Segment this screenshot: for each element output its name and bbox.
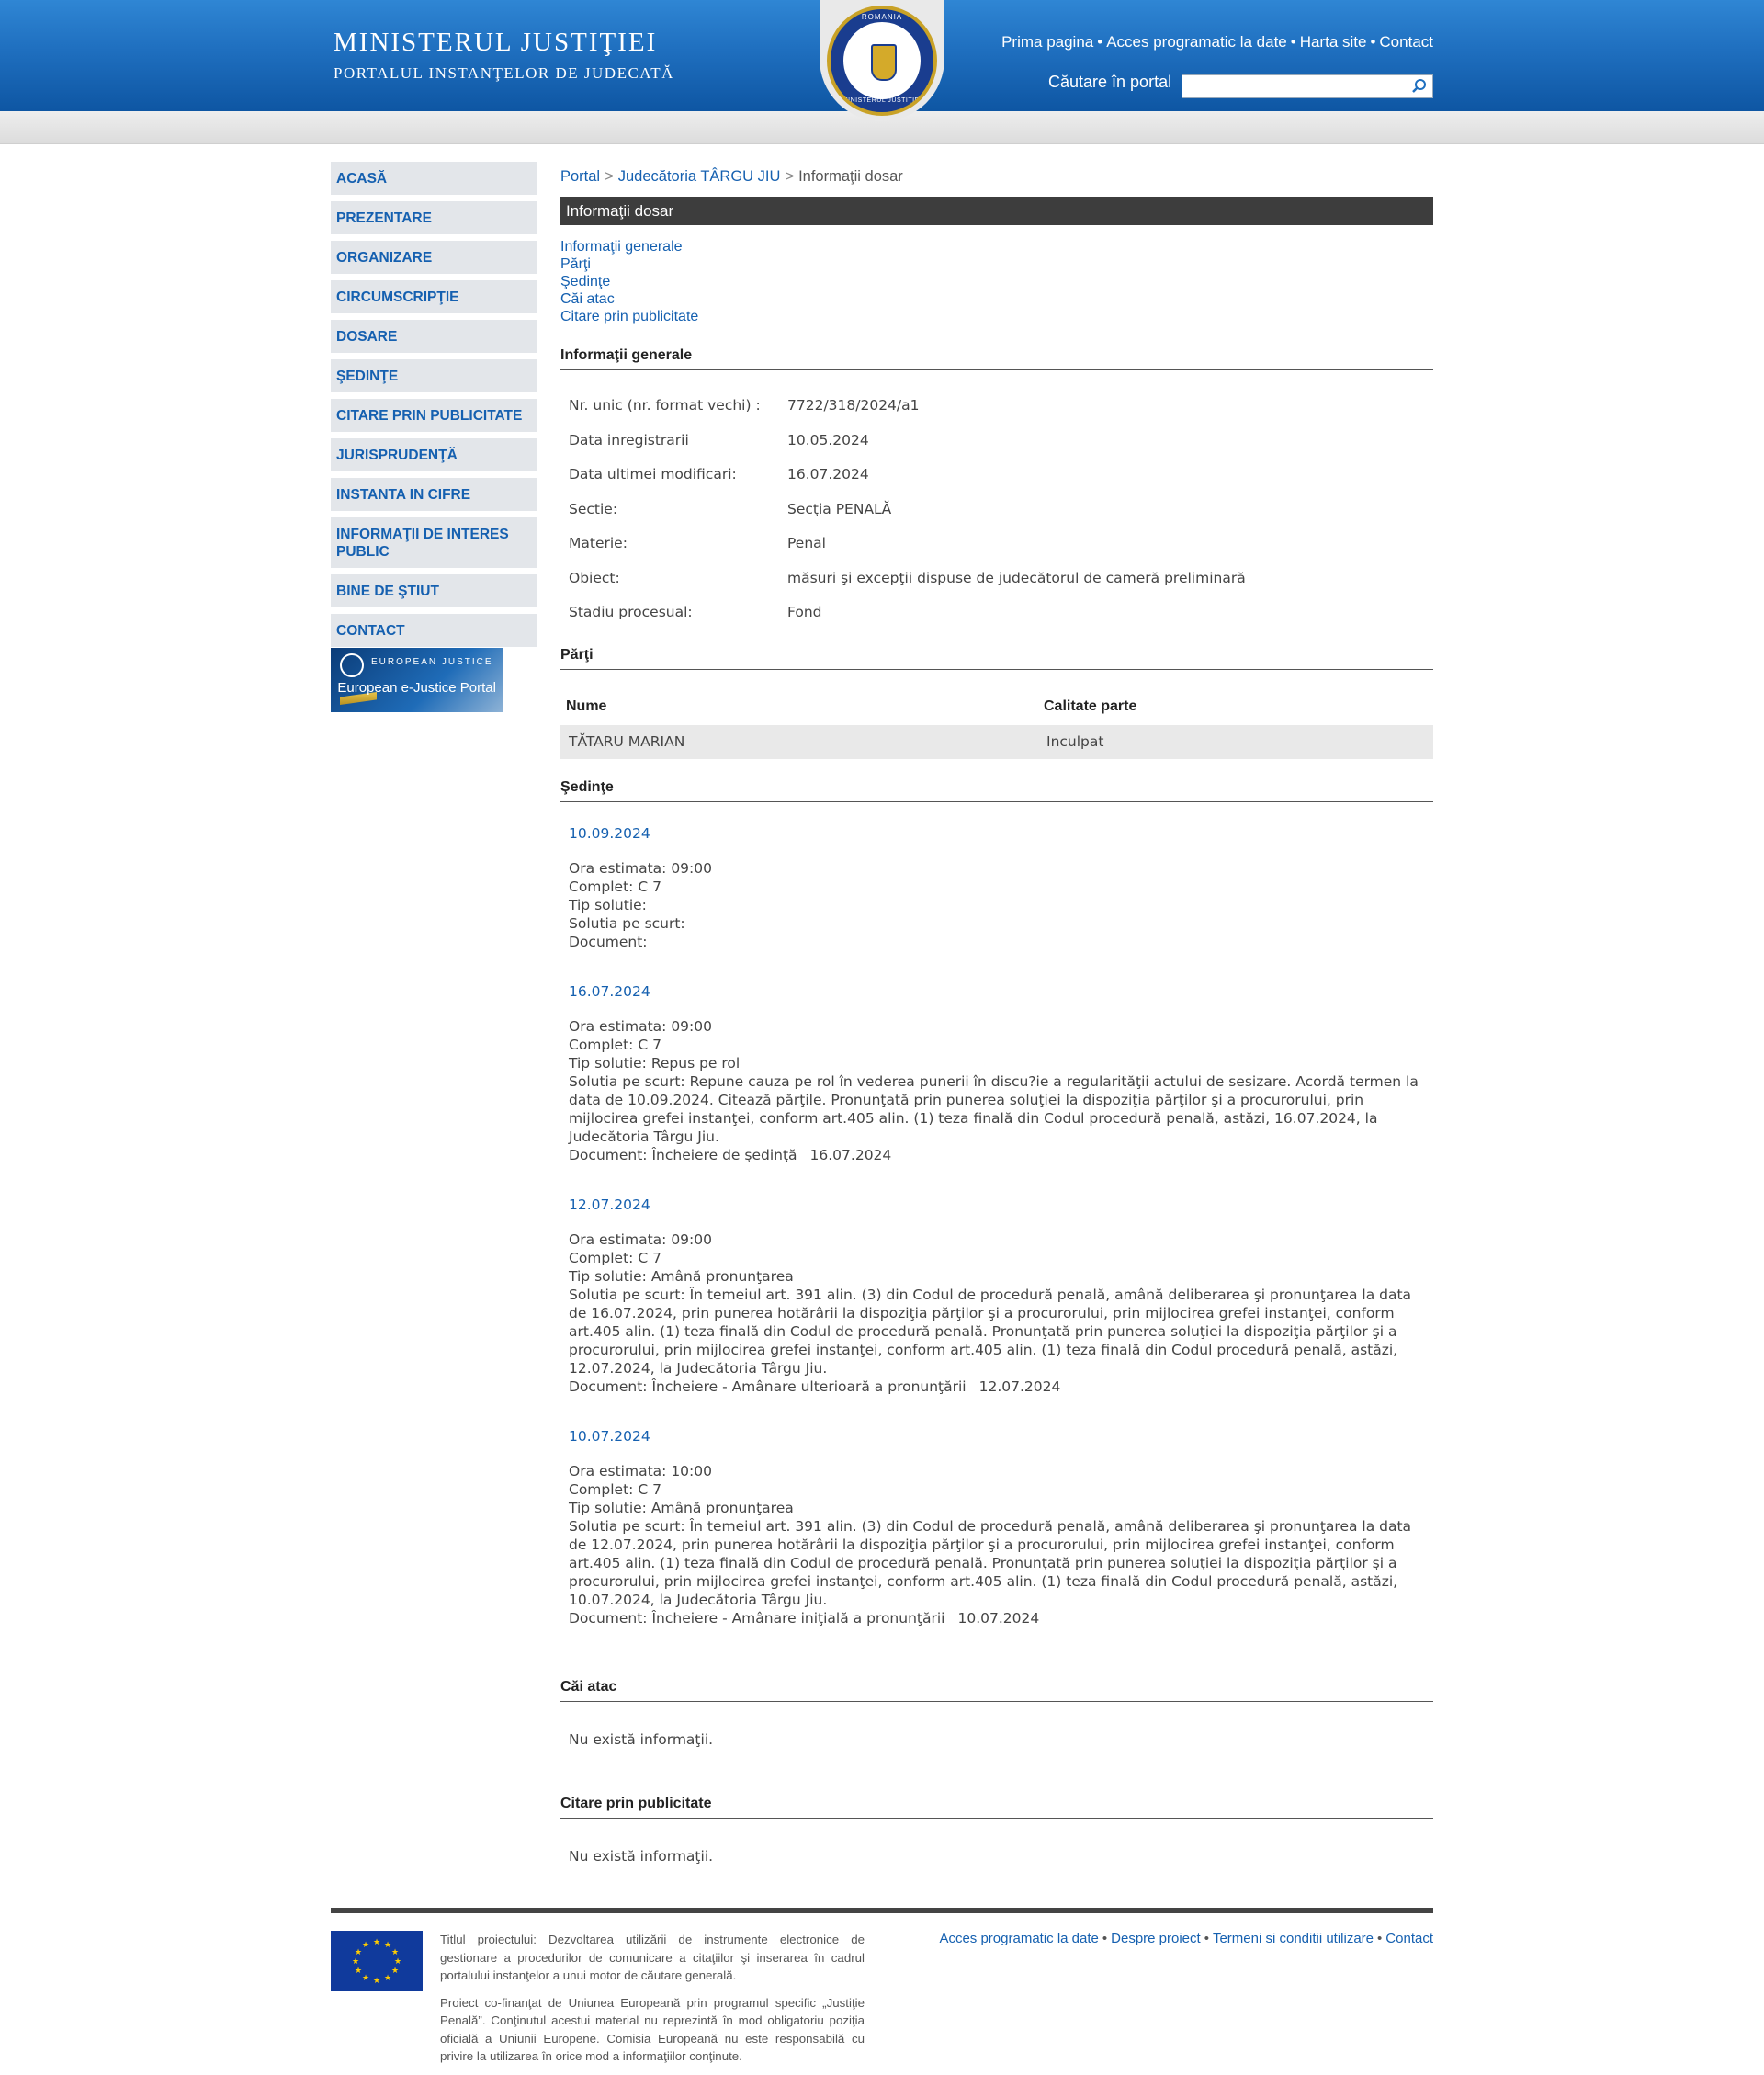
hearing-time: Ora estimata: 09:00 [569,859,712,877]
search-label: Căutare în portal [1048,73,1172,91]
info-row [560,389,1433,424]
sidebar [331,162,537,653]
footer-project-title: Titlul proiectului: Dezvoltarea utilizării de instrumente electronice de gestionare a procedurilor de comunicare a citaţiilor şi inserarea în cadrul portalului instanţelor a unui motor de căutare generală. [440,1933,865,1982]
info-value: Penal [787,535,826,551]
col-header-role: Calitate parte [1044,697,1137,714]
breadcrumb-current: Informaţii dosar [798,168,903,185]
info-value: Fond [787,604,822,620]
section-heading-citare: Citare prin publicitate [560,1796,1433,1819]
star-icon: ★ [391,1966,400,1975]
hearing-time: Ora estimata: 09:00 [569,1230,712,1248]
breadcrumb-sep: > [785,168,795,185]
section-heading-general: Informaţii generale [560,347,1433,370]
star-icon: ★ [352,1956,360,1966]
info-value: măsuri şi excepţii dispuse de judecătorul de cameră preliminară [787,569,1246,586]
document-date: 10.07.2024 [957,1609,1040,1627]
shield-icon [871,44,897,81]
ejustice-logo-icon [340,653,364,677]
section-anchors [560,238,1433,325]
search-input[interactable] [1182,74,1433,98]
document-label: Document: Încheiere de şedinţă [569,1146,797,1163]
col-header-name: Nume [566,697,607,714]
separator: • [1102,1931,1108,1946]
section-heading-cai-atac: Căi atac [560,1679,1433,1702]
top-link-home[interactable]: Prima pagina [1001,33,1094,51]
star-icon: ★ [362,1940,370,1949]
hearing-panel: Complet: C 7 [569,1249,662,1266]
hearing-document [569,1146,1433,1164]
separator: • [1097,33,1103,51]
breadcrumb-court[interactable]: Judecătoria TÂRGU JIU [617,168,781,185]
main-content [560,162,1433,1865]
star-icon: ★ [355,1947,363,1956]
star-icon: ★ [391,1947,400,1956]
emblem-text-bottom: MINISTERUL JUSTIŢIEI [842,97,922,104]
hearing-details [569,859,1433,951]
top-link-sitemap[interactable]: Harta site [1299,33,1367,51]
hearing-solution-type: Tip solutie: Amână pronunţarea [569,1499,794,1516]
section-heading-sedinte: Şedinţe [560,779,1433,802]
cai-atac-empty: Nu există informaţii. [569,1730,714,1748]
star-icon: ★ [362,1973,370,1982]
hearing-date: 10.07.2024 [569,1427,650,1445]
document-label: Document: Încheiere - Amânare ulterioară a pronunţării [569,1378,967,1395]
sidebar-item-interes-public[interactable]: INFORMAŢII DE INTERES PUBLIC [331,517,537,569]
sidebar-item-jurisprudenta[interactable]: JURISPRUDENŢĂ [331,438,537,472]
sidebar-item-bine-de-stiut[interactable]: BINE DE ŞTIUT [331,574,537,608]
coat-of-arms-icon[interactable] [827,6,937,116]
hearing-details [569,1230,1433,1396]
star-icon: ★ [384,1973,392,1982]
general-info-table [560,389,1433,630]
top-nav [1001,33,1433,51]
hearing-solution-type: Tip solutie: Amână pronunţarea [569,1267,794,1285]
ejustice-banner-top: EUROPEAN JUSTICE [371,657,493,667]
parti-table-header [560,688,1433,725]
hearing-date: 10.09.2024 [569,824,650,842]
info-key: Data ultimei modificari: [569,466,737,482]
hearing-date: 12.07.2024 [569,1196,650,1213]
emblem-inner [843,22,921,99]
info-row [560,561,1433,596]
footer-cofinance: Proiect co-finanţat de Uniunea Europeană prin programul specific „Justiţie Penală”. Conţinutul acestui material nu reprezintă în mod obligatoriu poziţia oficială a Uniunii Europene. Comisia Europeană nu este responsabilă cu privire la utilizarea în orice mod a informaţiilor conţinute. [440,1995,865,2063]
party-name: TĂTARU MARIAN [569,732,685,750]
info-row [560,458,1433,493]
info-value: 10.05.2024 [787,431,869,448]
document-label: Document: [569,933,648,950]
hearing-details [569,1462,1433,1627]
top-link-api[interactable]: Acces programatic la date [1106,33,1287,51]
sidebar-item-dosare[interactable]: DOSARE [331,320,537,354]
separator: • [1370,33,1376,51]
citare-empty: Nu există informaţii. [569,1847,714,1865]
hearing-document [569,1609,1433,1627]
hearings-list [560,824,1433,1627]
site-subtitle[interactable]: PORTALUL INSTANŢELOR DE JUDECATĂ [334,64,674,82]
separator: • [1204,1931,1209,1946]
anchor-cai-atac[interactable]: Căi atac [560,291,615,307]
sidebar-item-organizare[interactable]: ORGANIZARE [331,241,537,275]
star-icon: ★ [394,1956,402,1966]
info-value: Secţia PENALĂ [787,500,892,517]
footer-link-contact[interactable]: Contact [1385,1931,1433,1946]
sidebar-item-circumscriptie[interactable]: CIRCUMSCRIPŢIE [331,280,537,314]
hearing-panel: Complet: C 7 [569,878,662,895]
footer-divider [331,1908,1433,1913]
hearing-solution-type: Tip solutie: [569,896,647,913]
star-icon: ★ [373,1937,381,1946]
hearing-solution-summary: Solutia pe scurt: În temeiul art. 391 alin. (3) din Codul de procedură penală, amână deliberarea şi pronunţarea la data de 12.07.2024, prin punerea hotărârii la dispoziţia părţilor şi a procurorului, prin mijlocirea grefei instanţei, conform art.405 alin. (1) teza finală din Codul de procedură penală. Pronunţată prin punerea soluţiei la dispoziţia părţilor şi a procurorului, prin mijlocirea grefei instanţei, conform art.405 alin. (1) teza finală din Codul procedură penală, astăzi, 10.07.2024, la Judecătoria Târgu Jiu. [569,1517,1412,1608]
info-value: 16.07.2024 [787,466,869,482]
hearing-document [569,933,1433,951]
eu-flag-icon [331,1931,423,1991]
sidebar-item-sedinte[interactable]: ŞEDINŢE [331,359,537,393]
sidebar-item-citare[interactable]: CITARE PRIN PUBLICITATE [331,399,537,433]
sidebar-item-instanta-in-cifre[interactable]: INSTANTA IN CIFRE [331,478,537,512]
document-label: Document: Încheiere - Amânare iniţială a pronunţării [569,1609,945,1627]
info-key: Materie: [569,535,628,551]
anchor-citare[interactable]: Citare prin publicitate [560,309,699,324]
ejustice-banner[interactable] [331,648,503,712]
separator: • [1377,1931,1383,1946]
anchor-general[interactable]: Informaţii generale [560,239,683,255]
footer-link-api[interactable]: Acces programatic la date [939,1931,1099,1946]
hearing-details [569,1017,1433,1164]
sidebar-item-contact[interactable]: CONTACT [331,614,537,648]
top-link-contact[interactable]: Contact [1379,33,1433,51]
star-icon: ★ [384,1940,392,1949]
anchor-parti[interactable]: Părţi [560,256,591,272]
footer-text [440,1931,865,2075]
breadcrumb-portal[interactable]: Portal [560,168,601,185]
info-key: Stadiu procesual: [569,604,693,620]
info-key: Data inregistrarii [569,431,689,448]
separator: • [1290,33,1296,51]
sidebar-item-acasa[interactable]: ACASĂ [331,162,537,196]
hearing-panel: Complet: C 7 [569,1036,662,1053]
info-value: 7722/318/2024/a1 [787,397,920,414]
breadcrumb-sep: > [605,168,614,185]
site-title[interactable]: MINISTERUL JUSTIŢIEI [334,28,658,57]
party-role: Inculpat [1046,732,1104,750]
sidebar-item-prezentare[interactable]: PREZENTARE [331,201,537,235]
emblem-text-top: ROMANIA [861,13,903,21]
info-key: Nr. unic (nr. format vechi) : [569,397,761,414]
hearing-document [569,1378,1433,1396]
info-key: Obiect: [569,569,620,586]
hearing-panel: Complet: C 7 [569,1480,662,1498]
hearing-solution-summary: Solutia pe scurt: În temeiul art. 391 alin. (3) din Codul de procedură penală, amână deliberarea şi pronunţarea la data de 16.07.2024, prin punerea hotărârii la dispoziţia părţilor şi a procurorului, prin mijlocirea grefei instanţei, conform art.405 alin. (1) teza finală din Codul de procedură penală. Pronunţată prin punerea soluţiei la dispoziţia părţilor şi a procurorului, prin mijlocirea grefei instanţei, conform art.405 alin. (1) teza finală din Codul procedură penală, astăzi, 12.07.2024, la Judecătoria Târgu Jiu. [569,1286,1412,1377]
hearing-date: 16.07.2024 [569,982,650,1000]
footer-link-about[interactable]: Despre proiect [1111,1931,1201,1946]
hearing-solution-type: Tip solutie: Repus pe rol [569,1054,741,1072]
info-row [560,595,1433,630]
hearing-solution-summary: Solutia pe scurt: Repune cauza pe rol în vederea punerii în discu?ie a regularităţii actului de sesizare. Acordă termen la data de 10.09.2024. Citează părţile. Pronunţată prin punerea soluţiei la dispoziţia părţilor şi a procurorului, prin mijlocirea grefei instanţei, conform art.405 alin. (1) teza finală din Codul procedură penală, astăzi, 16.07.2024, la Judecătoria Târgu Jiu. [569,1072,1419,1145]
hearing-solution-summary: Solutia pe scurt: [569,914,685,932]
info-row [560,493,1433,527]
anchor-sedinte[interactable]: Şedinţe [560,274,611,289]
document-date: 16.07.2024 [809,1146,892,1163]
info-key: Sectie: [569,500,618,517]
info-row [560,527,1433,561]
hearing-time: Ora estimata: 09:00 [569,1017,712,1035]
section-heading-parti: Părţi [560,647,1433,670]
table-row [560,725,1433,759]
footer-link-terms[interactable]: Termeni si conditii utilizare [1212,1931,1374,1946]
star-icon: ★ [373,1976,381,1985]
hearing-time: Ora estimata: 10:00 [569,1462,712,1480]
footer-links [939,1931,1433,1946]
page-title: Informaţii dosar [560,197,1433,225]
magnifier-icon[interactable] [1409,77,1430,96]
info-row [560,424,1433,459]
document-date: 12.07.2024 [978,1378,1061,1395]
ejustice-banner-title: European e-Justice Portal [337,680,496,696]
star-icon: ★ [355,1966,363,1975]
breadcrumb [560,162,1433,187]
